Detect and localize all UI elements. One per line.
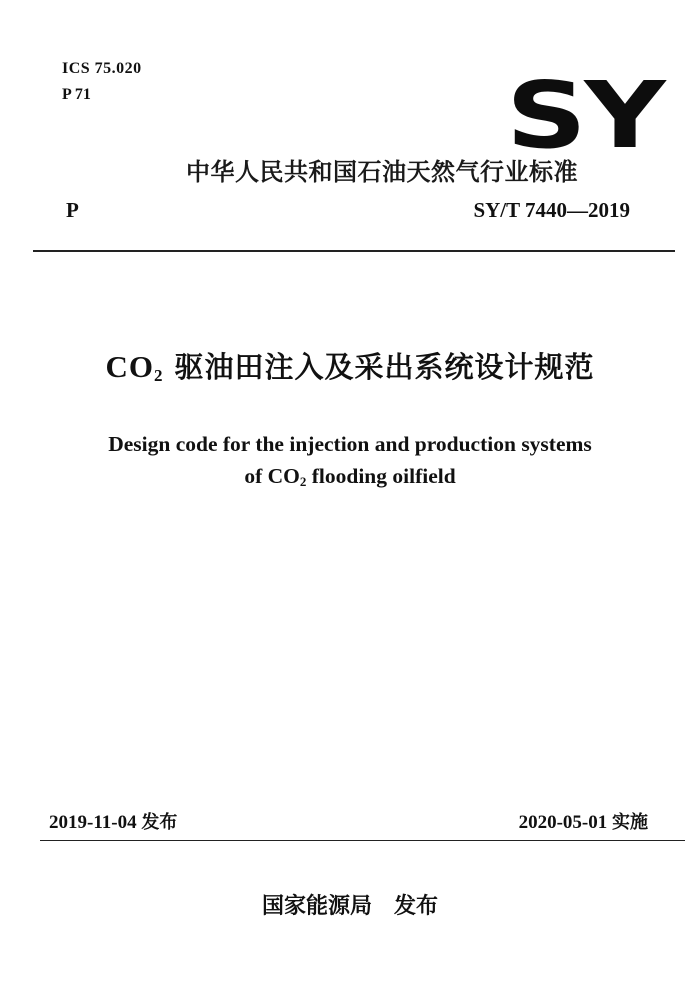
issue-date-value: 2019-11-04 [49, 812, 137, 833]
standard-number: SY/T 7440—2019 [473, 198, 630, 222]
issuer-name: 国家能源局 [261, 894, 372, 919]
category-letter: P [66, 198, 79, 222]
title-en-subscript: 2 [299, 474, 307, 489]
title-zh-subscript: 2 [153, 366, 164, 385]
title-zh-prefix: CO [105, 349, 154, 384]
ccs-code: P 71 [62, 86, 91, 103]
implementation-date [519, 808, 648, 834]
issue-label: 发布 [141, 812, 178, 833]
title-chinese [0, 345, 700, 386]
title-en-line1: Design code for the injection and production systems [108, 432, 592, 456]
title-en-line2-prefix: of CO [244, 464, 300, 488]
ics-code: ICS 75.020 [62, 60, 142, 77]
standard-name: 中华人民共和国石油天然气行业标准 [186, 158, 578, 186]
issue-date [49, 808, 177, 834]
title-english [0, 428, 700, 492]
implementation-date-value: 2020-05-01 [518, 812, 608, 833]
header-divider [33, 250, 675, 252]
issuer [0, 889, 700, 920]
sy-logo: SY [506, 62, 664, 169]
footer-divider [40, 840, 685, 841]
title-en-line2 [0, 460, 700, 492]
implementation-label: 实施 [612, 812, 648, 833]
title-zh-rest: 驱油田注入及采出系统设计规范 [174, 350, 595, 384]
title-en-line2-rest: flooding oilfield [306, 464, 456, 488]
issuer-label: 发布 [394, 894, 439, 919]
